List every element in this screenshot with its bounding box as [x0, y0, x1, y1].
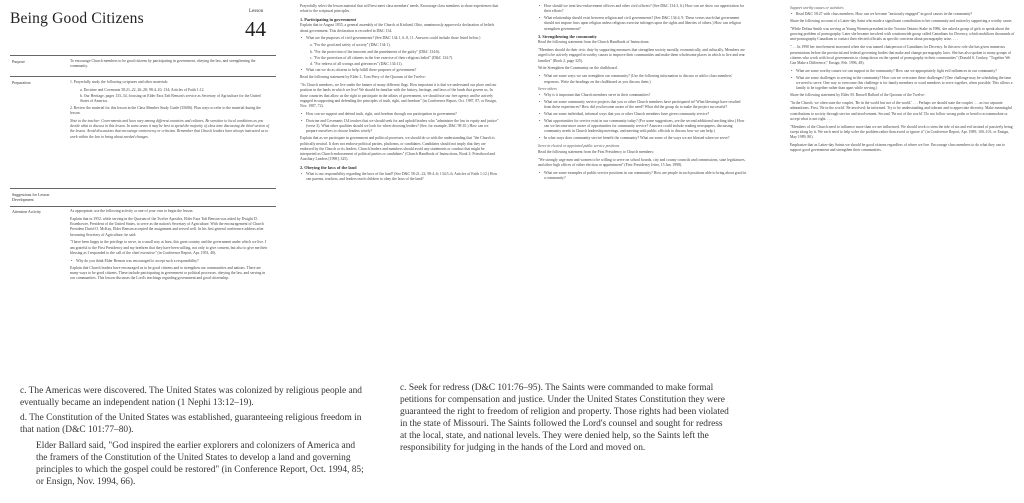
bullet-question: • How can we support and defend truth, right, and freedom through our participation in government? [300, 112, 500, 117]
bottom-right-excerpt [400, 382, 730, 454]
bullet-question: • How should we treat law-enforcement officers and other civil officers? (See D&C 134:3, 6.) How can we show our appreciation for their efforts? [538, 4, 748, 15]
purpose-label: Purpose [12, 59, 25, 64]
bullet-question: • What are the purposes of civil governments? (See D&C 134:1, 6–8, 11. Answers could include those listed below.) [300, 36, 500, 41]
paragraph: ". . . In 1990 her involvement increased when she was named chairperson of Canadians for Decency. In this new role she has given numerous presentations before the provincial and federal governing bodies that make and change pornography laws. She has also spoken to many groups of citizens who work with local governments to clamp down on the spread of pornography in their communities" (Donald S. Conkey, "Together We Can Make a Difference," Ensign, Feb. 1996, 48). [790, 45, 1011, 66]
paragraph: c. "For the protection of all citizens in the free exercise of their religious belief" (D&C 134:7). [310, 55, 454, 60]
preparation-list [70, 80, 270, 142]
divider [10, 188, 276, 189]
prep-item: 2. Review the material for this lesson in the Class Member Study Guide (35686). Plan ways to refer to the material during the lesson. [70, 105, 261, 115]
lesson-page-3 [538, 0, 748, 374]
attention-item: "I have been happy in the privilege to serve, in a small way at least, this great country and the government under which we live. I am grateful to the First Presidency and my brethren that they have been willing, not only to give consent, but also to give me their blessing as I responded to the call of the chief executive" (in Conference Report, Apr. 1953, 40). [70, 240, 268, 256]
paragraph: Explain that as we participate in government and political processes, we should do so with the understanding that "the Church is politically neutral. It does not endorse political parties, platforms, or candidates. Candidates should not imply that they are endorsed by the Church or its leaders. Church leaders and members should avoid any statements or conduct that might be interpreted as Church endorsement of political parties or candidates" (Church Handbook of Instructions, Book 2: Priesthood and Auxiliary Leaders [1998], 325). [300, 136, 496, 162]
divider [10, 206, 276, 207]
subheading: Serve in elected or appointed public service positions [538, 143, 620, 148]
prep-item: a. Doctrine and Covenants 58:21–22, 26–28; 98:4–10; 134; Articles of Faith 1:12. [80, 87, 205, 92]
lesson-page-4 [790, 0, 1016, 374]
bullet-question: • What is our responsibility regarding the laws of the land? (See D&C 58:21–22; 98:4–6; 134:5–6; Articles of Faith 1:12.) How can parents, teachers, and leaders teach children to obey the laws of the land? [300, 172, 500, 183]
bullet-question: • What are some challenges to serving in the community? How can we overcome these challenges? (One challenge may be scheduling the time we need to serve. One way to overcome this challenge is for family members or ward members to serve together, when possible. This allows a family to be together rather than apart while serving.) [790, 76, 1016, 92]
excerpt-quote: Elder Ballard said, "God inspired the earlier explorers and colonizers of America and the framers of the Constitution of the United States to develop a land and governing principles to which the gospel could be restored" (in Conference Report, Oct. 1994, 85; or Ensign, Nov. 1994, 66). [36, 441, 364, 487]
paragraph: b. "For the protection of the innocent and the punishment of the guilty" (D&C 134:6). [310, 49, 441, 54]
bullet-question: • What are some community service projects that you or other Church members have participated in? What blessings have resulted from these experiences? How did you become aware of the need? What did the group do to make the project successful? [538, 100, 748, 111]
paragraph: d. "For redress of all wrongs and grievances" (D&C 134:11). [310, 62, 403, 67]
bullet-question: • What opportunities for service exist in our community today? (For some suggestions, see the second additional teaching idea.) How can we become more aware of opportunities for community service? Answers could include reading newspapers, discussing community needs in Church leadership meetings, and meeting with public officials to discuss how we can help.) [538, 119, 748, 135]
excerpt-item-c: c. Seek for redress (D&C 101:76–95). The Saints were commanded to make formal petitions for compensation and justice. Under the United States Constitution they were guaranteed the right to freedom of religion and property. Those rights had been violated in the state of Missouri. The Saints followed the Lord's counsel and sought for redress at the local, state, and national levels. They were denied help, so the Saints left the responsibility for judging in the hands of the Lord and moved on. [400, 383, 729, 453]
attention-activity-label: Attention Activity [12, 209, 41, 214]
purpose-text: To encourage Church members to be good citizens by participating in government, obeying the law, and strengthening the community. [70, 59, 256, 69]
preparation-label: Preparation [12, 80, 31, 85]
page-4-column [790, 4, 1016, 156]
lesson-title: Being Good Citizens [10, 10, 144, 27]
paragraph: "As Church members, we live under the banner of many different flags. How important it is that we understand our place and our position in the lands in which we live! We should be familiar with the history, heritage, and laws of the lands that govern us. In those countries that allow us the right to participate in the affairs of government, we should use our free agency and be actively engaged in supporting and defending the principles of truth, right, and freedom" (in Conference Report, Oct. 1987, 87; or Ensign, Nov. 1987, 72). [300, 83, 497, 109]
bullet-question: • What relationship should exist between religion and civil governments? (See D&C 134:4, 9. These verses teach that government should not impose laws upon religion unless religious exercise infringes upon the rights and liberties of others.) How can religion strengthen government? [538, 16, 748, 32]
bullet-question: • What are some worthy causes we can support in the community? How can we appropriately fight evil influences in our community? [790, 69, 1016, 74]
section-heading: 2. Obeying the laws of the land [300, 165, 357, 171]
prep-item: 1. Prayerfully study the following scriptures and other materials: [70, 80, 169, 84]
subheading: Serve others [538, 86, 557, 91]
attention-item: • Why do you think Elder Benson was encouraged to accept such a responsibility? [70, 259, 270, 264]
attention-activity [70, 209, 270, 284]
subheading: Support worthy causes or activities [790, 6, 844, 10]
teacher-note: Note to the teacher: Governments and laws vary among different countries and cultures. Be sensitive to local conditions as you decide what to discuss in this lesson. In some areas it may be best to spend the majority of class time discussing the third section of the lesson. Avoid discussions that encourage controversy or criticism. Remember that Church leaders have always instructed us to work within the law to bring about needed changes. [70, 118, 270, 139]
bottom-left-excerpt [20, 385, 365, 488]
paragraph: Read the following statement by Elder L. Tom Perry of the Quorum of the Twelve: [300, 75, 426, 80]
section-heading: 3. Strengthening the community [538, 33, 597, 39]
lesson-label: Lesson [249, 9, 264, 14]
paragraph: Read the following statement from the Church Handbook of Instructions: [538, 40, 650, 45]
attention-item: Explain that Church leaders have encouraged us to be good citizens and to strengthen our communities and nations. There are many ways to be good citizens. These include participating in government or political processes, obeying the law, and serving in our communities. This lesson discusses the Lord's teachings regarding government and good citizenship. [70, 265, 266, 281]
paragraph: "Members of the Church need to influence more than we are influenced. We should work to stem the tide of sin and evil instead of passively being swept along by it. We each need to help solve the problem rather than avoid or ignore it" (in Conference Report, Apr. 1989, 100–101; or Ensign, May 1989, 80). [790, 124, 1013, 140]
paragraph: Explain that in August 1835, a general assembly of the Church at Kirtland, Ohio, unanimously approved a declaration of beliefs about government. This declaration is recorded in D&C 134. [300, 23, 495, 33]
divider [10, 55, 276, 56]
paragraph: "We strongly urge men and women to be willing to serve on school boards, city and county councils and commissions, state legislatures, and other high offices of either election or appointment" (First Presidency letter, 15 Jan. 1998). [538, 157, 746, 167]
paragraph: a. "For the good and safety of society" (D&C 134:1). [310, 43, 391, 48]
paragraph: Read the following statement from the First Presidency to Church members: [538, 149, 654, 154]
paragraph: Prayerfully select the lesson material that will best meet class members' needs. Encourage class members to share experiences that relate to the scriptural principles. [300, 4, 499, 14]
paragraph: Emphasize that as Latter-day Saints we should be good citizens regardless of where we live. Encourage class members to do what they can to support good government and strengthen their communities. [790, 143, 1006, 153]
divider [10, 76, 276, 77]
lesson-page-2 [300, 0, 500, 374]
prep-item: b. Our Heritage, pages 133–34, focusing on Elder Ezra Taft Benson's service as Secretary of Agriculture for the United States of America. [80, 94, 261, 104]
attention-item: Explain that in 1952, while serving in the Quorum of the Twelve Apostles, Elder Ezra Taft Benson was asked by Dwight D. Eisenhower, President of the United States, to serve as the nation's Secretary of Agriculture. With the encouragement of Church President David O. McKay, Elder Benson accepted the assignment and served well. In his first general conference address after becoming Secretary of Agriculture, he said: [70, 216, 264, 237]
bullet-question: • Doctrine and Covenants 134 teaches that we should seek for and uphold leaders who "administer the law in equity and justice" (verse 3). What other qualities should we look for when choosing leaders? (See, for example, D&C 98:10.) How can we prepare ourselves to choose leaders wisely? [300, 119, 500, 135]
excerpt-item-c: c. The Americas were discovered. The United States was colonized by religious people and eventually became an independent nation (1 Nephi 13:12–19). [20, 386, 362, 408]
paragraph: Share the following account of a Latter-day Saint who made a significant contribution to her community and nation by supporting a worthy cause: [790, 19, 1013, 24]
bullet-question: • Read D&C 58:27 with class members. How can we become "anxiously engaged" in good causes in the community? [790, 12, 1016, 17]
attention-item: As appropriate, use the following activity or one of your own to begin the lesson. [70, 209, 194, 213]
page-3-column [538, 4, 748, 183]
bullet-question: • What are some individual, informal ways that you or other Church members have given community service? [538, 112, 748, 117]
bullet-question: • What are some ways we can strengthen our community? (Use the following information to discuss or add to class members' responses. Write the headings on the chalkboard as you discuss them.) [538, 74, 748, 85]
paragraph: "While Dolina Smith was serving as Young Women president in the Toronto Ontario Stake in 1986, she asked a group of girls to speak about the growing problem of pornography. Later she became involved with a nationwide group called Canadians for Decency, which mobilizes thousands of anti-pornography Canadians to contact their elected officials as specific concerns about pornography arise. . . . [790, 26, 1015, 42]
lesson-number: 44 [245, 17, 266, 41]
paragraph: "Members should do their civic duty by supporting measures that strengthen society morally, economically, and culturally. Members are urged to be actively engaged in worthy causes to improve their communities and make them wholesome places in which to live and rear families" (Book 2, page 325). [538, 48, 745, 63]
bullet-question: • In what ways does community service benefit the community? What are some of the ways we are blessed when we serve? [538, 136, 748, 141]
bullet-question: • What can we do as citizens to help fulfill these purposes of government? [300, 68, 500, 73]
lesson-page-1 [0, 0, 282, 374]
section-heading: 1. Participating in government [300, 17, 357, 23]
paragraph: Write Strengthen the Community on the chalkboard. [538, 66, 618, 71]
paragraph: Share the following statement by Elder M. Russell Ballard of the Quorum of the Twelve: [790, 93, 925, 98]
bullet-question: • What are some examples of public service positions in our community? How are people in such positions able to bring about good in a community? [538, 171, 748, 182]
paragraph: "In the Church, we often state the couplet, 'Be in the world but not of the world.' . . . Perhaps we should state the couplet . . . as two separate admonitions. First, 'Be in the world.' Be involved; be informed. Try to be understanding and tolerant and to appreciate diversity. Make meaningful contributions to society through service and involvement. Second, 'Be not of the world.' Do not follow wrong paths or bend to accommodate or accept what is not right. . . . [790, 100, 1012, 121]
page-2-column [300, 4, 500, 184]
excerpt-item-d: d. The Constitution of the United States was established, guaranteeing religious freedom in that nation (D&C 101:77–80). [20, 413, 362, 435]
bullet-question: • Why is it important that Church members serve in their communities? [538, 93, 748, 98]
suggestions-label: Suggestions for Lesson Development [12, 192, 50, 202]
